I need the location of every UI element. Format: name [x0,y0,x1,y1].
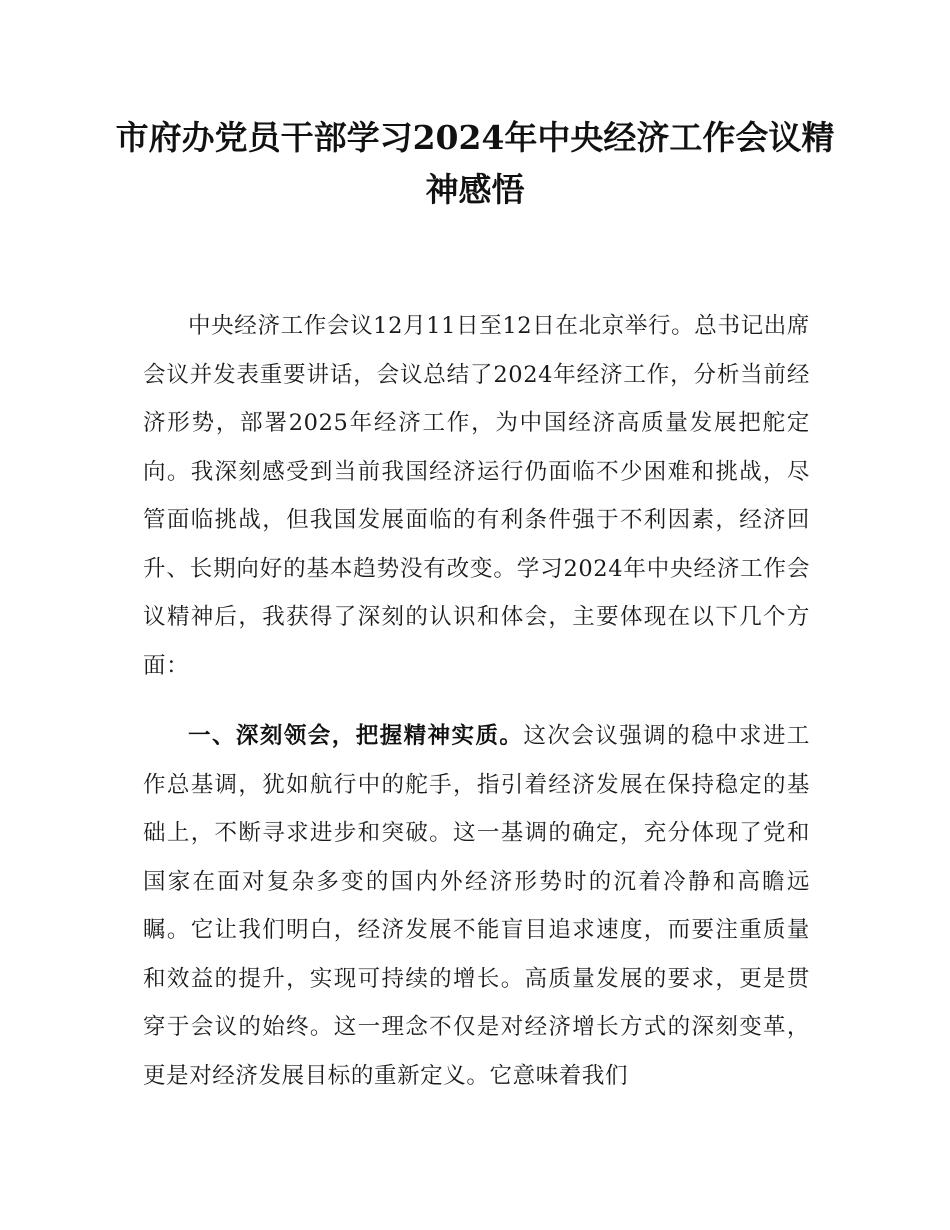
document-title: 市府办党员干部学习2024年中央经济工作会议精神感悟 [115,118,835,209]
section-one-heading: 一、深刻领会，把握精神实质。 [188,723,524,749]
intro-paragraph: 中央经济工作会议12月11日至12日在北京举行。总书记出席会议并发表重要讲话，会议总结了2024年经济工作，分析当前经济形势，部署2025年经济工作，为中国经济高质量发展把舵定向。我深刻感受到当前我国经济运行仍面临不少困难和挑战，尽管面临挑战，但我国发展面临的有利条件强于不利因素，经济回升、长期向好的基本趋势没有改变。学习2024年中央经济工作会议精神后，我获得了深刻的认识和体会，主要体现在以下几个方面： [143,313,810,679]
section-one-paragraph [143,712,810,1100]
section-one-text: 这次会议强调的稳中求进工作总基调，犹如航行中的舵手，指引着经济发展在保持稳定的基础上，不断寻求进步和突破。这一基调的确定，充分体现了党和国家在面对复杂多变的国内外经济形势时的沉着冷静和高瞻远瞩。它让我们明白，经济发展不能盲目追求速度，而要注重质量和效益的提升，实现可持续的增长。高质量发展的要求，更是贯穿于会议的始终。这一理念不仅是对经济增长方式的深刻变革，更是对经济发展目标的重新定义。它意味着我们 [143,723,811,1089]
